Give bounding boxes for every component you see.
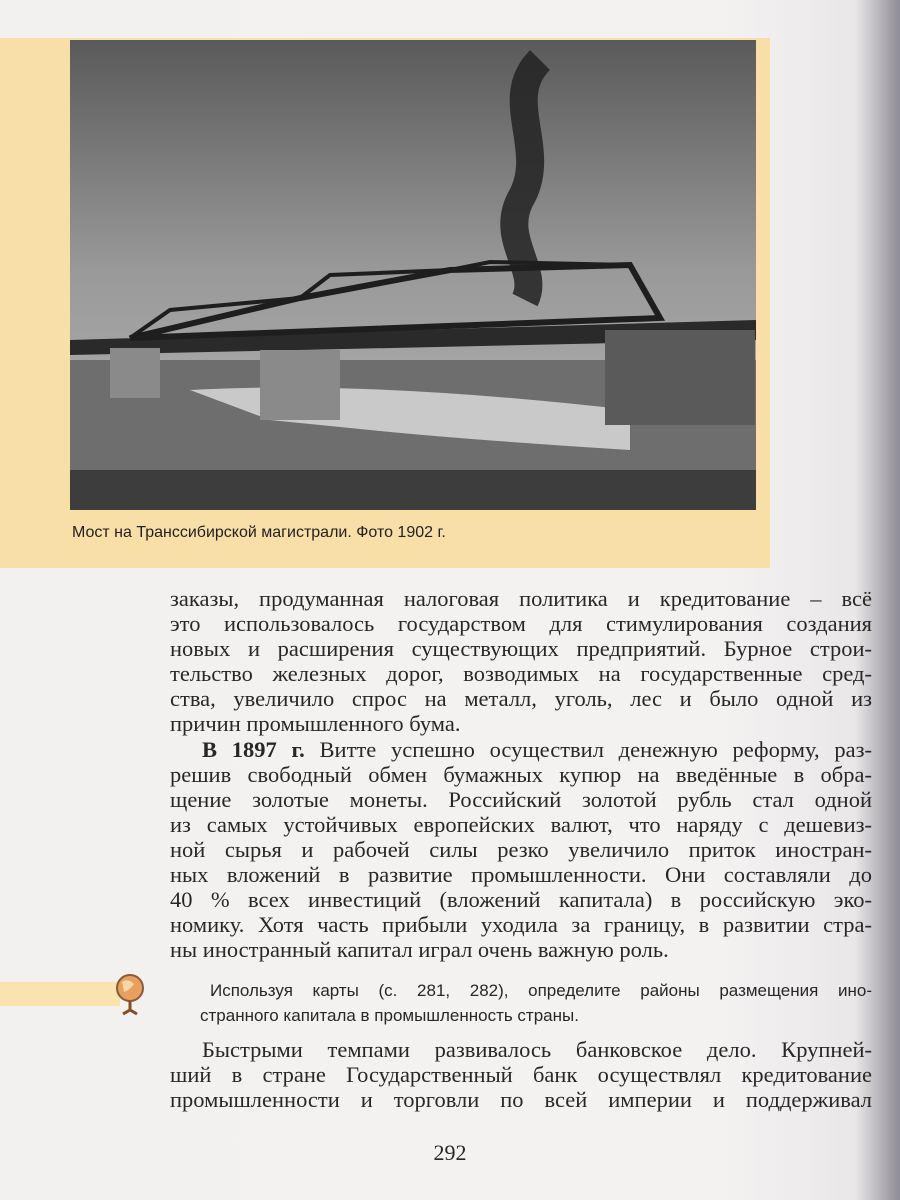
task-line: Используя карты (с. 281, 282), определите районы размещения ино- <box>210 981 872 1000</box>
text-line: новых и расширения существующих предприятий. Бурное строи- <box>170 636 872 661</box>
task-question <box>200 978 872 1028</box>
text-line: 40 % всех инвестиций (вложений капитала) в российскую эко- <box>170 887 872 912</box>
paragraph-3 <box>170 1037 872 1112</box>
text-line: это использовалось государством для стимулирования создания <box>170 611 872 636</box>
text-line: тельство железных дорог, возводимых на государственные сред- <box>170 661 872 686</box>
text-line: ной сырья и рабочей силы резко увеличило приток иностран- <box>170 837 872 862</box>
globe-icon <box>114 970 146 1020</box>
paragraph-1 <box>170 586 872 736</box>
text-line: решив свободный обмен бумажных купюр на введённые в обра- <box>170 762 872 787</box>
text-line: из самых устойчивых европейских валют, что наряду с дешевиз- <box>170 812 872 837</box>
text-line: Быстрыми темпами развивалось банковское дело. Крупней- <box>202 1037 872 1062</box>
text-line: номику. Хотя часть прибыли уходила за границу, в развитии стра- <box>170 912 872 937</box>
date-highlight: В 1897 г. <box>202 737 305 762</box>
text-line: ства, увеличило спрос на металл, уголь, лес и было одной из <box>170 686 872 711</box>
text-line <box>170 737 872 762</box>
text-line: причин промышленного бума. <box>170 711 461 736</box>
task-line: странного капитала в промышленность страны. <box>200 1006 579 1025</box>
task-marker-band <box>0 982 120 1006</box>
text-line: промышленности и торговли по всей империи и поддерживал <box>170 1087 872 1112</box>
bridge-photo <box>70 40 756 510</box>
text-span: Витте успешно осуществил денежную реформу, раз- <box>304 737 872 762</box>
text-line: щение золотые монеты. Российский золотой рубль стал одной <box>170 787 872 812</box>
text-line: заказы, продуманная налоговая политика и кредитование – всё <box>170 586 872 611</box>
page-number: 292 <box>433 1140 467 1165</box>
text-line: ший в стране Государственный банк осуществлял кредитование <box>170 1062 872 1087</box>
paragraph-2 <box>170 737 872 962</box>
text-line: ны иностранный капитал играл очень важную роль. <box>170 937 669 962</box>
figure-caption: Мост на Транссибирской магистрали. Фото 1902 г. <box>72 524 446 541</box>
text-line: ных вложений в развитие промышленности. Они составляли до <box>170 862 872 887</box>
